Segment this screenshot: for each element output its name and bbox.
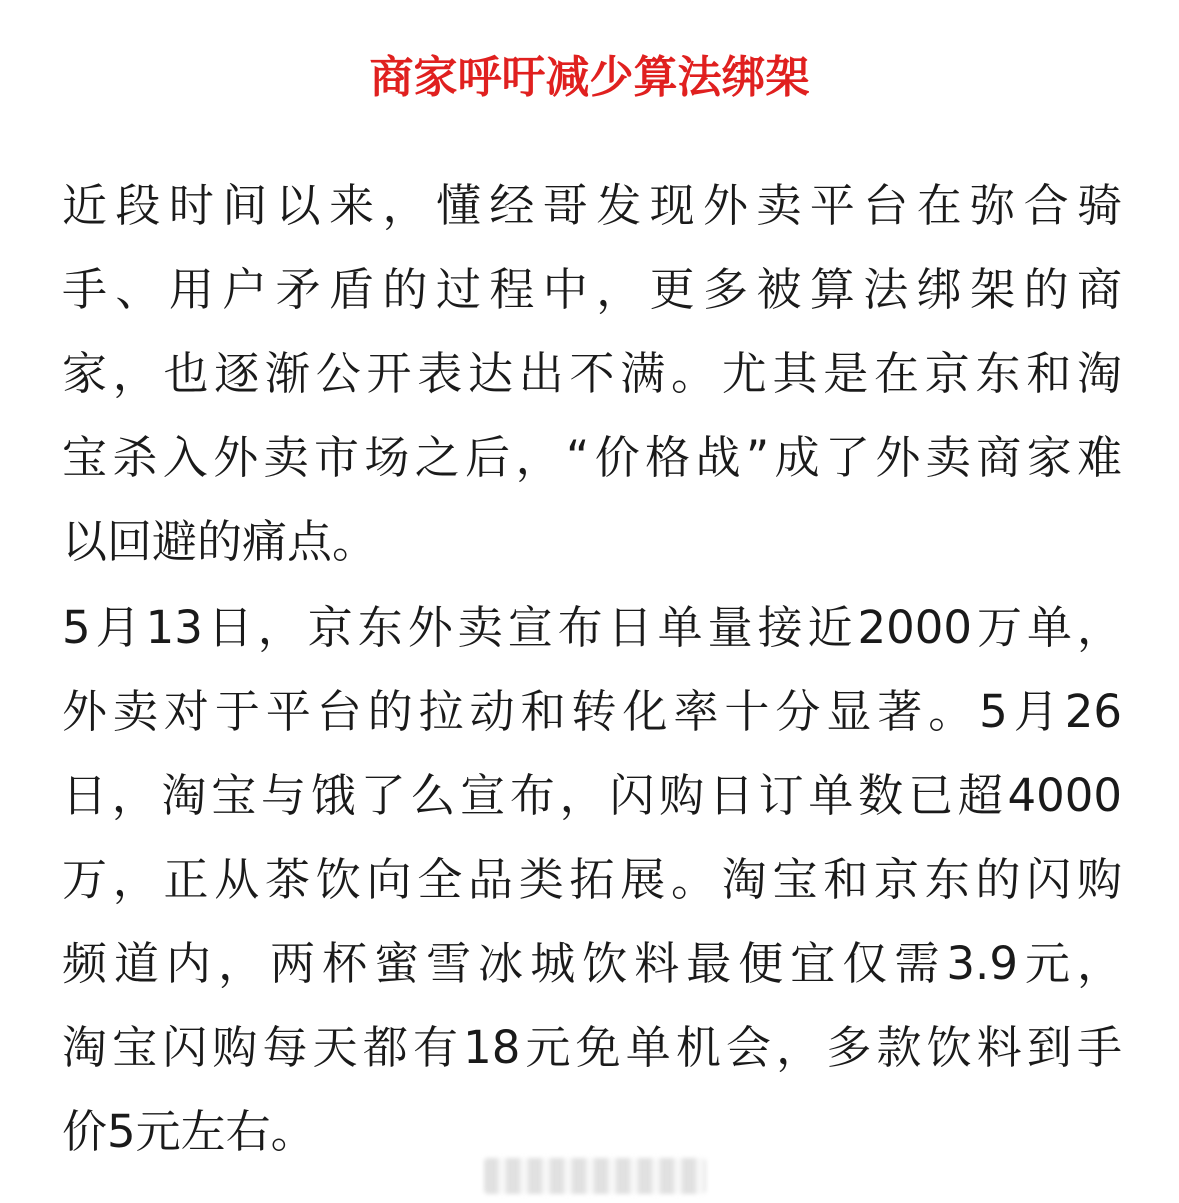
article-title: 商家呼吁减少算法绑架: [369, 52, 810, 103]
paragraph-line: 外卖对于平台的拉动和转化率十分显著。5月26: [62, 685, 1122, 738]
paragraph-2: [62, 586, 1122, 1174]
paragraph-line: 万，正从茶饮向全品类拓展。淘宝和京东的闪购: [62, 853, 1122, 906]
paragraph-1: [62, 164, 1122, 584]
paragraph-line: 家，也逐渐公开表达出不满。尤其是在京东和淘: [62, 347, 1122, 400]
paragraph-line: 5月13日，京东外卖宣布日单量接近2000万单，: [62, 601, 1122, 654]
paragraph-line: 以回避的痛点。: [62, 515, 378, 568]
paragraph-line: 淘宝闪购每天都有18元免单机会，多款饮料到手: [62, 1021, 1122, 1074]
paragraph-line: 日，淘宝与饿了么宣布，闪购日订单数已超4000: [62, 769, 1122, 822]
paragraph-line: 价5元左右。: [62, 1105, 316, 1158]
paragraph-line: 频道内，两杯蜜雪冰城饮料最便宜仅需3.9元，: [62, 937, 1122, 990]
paragraph-line: 宝杀入外卖市场之后，“价格战”成了外卖商家难: [62, 431, 1122, 484]
paragraph-line: 近段时间以来，懂经哥发现外卖平台在弥合骑: [62, 179, 1122, 232]
watermark: [484, 1158, 706, 1194]
paragraph-line: 手、用户矛盾的过程中，更多被算法绑架的商: [62, 263, 1122, 316]
